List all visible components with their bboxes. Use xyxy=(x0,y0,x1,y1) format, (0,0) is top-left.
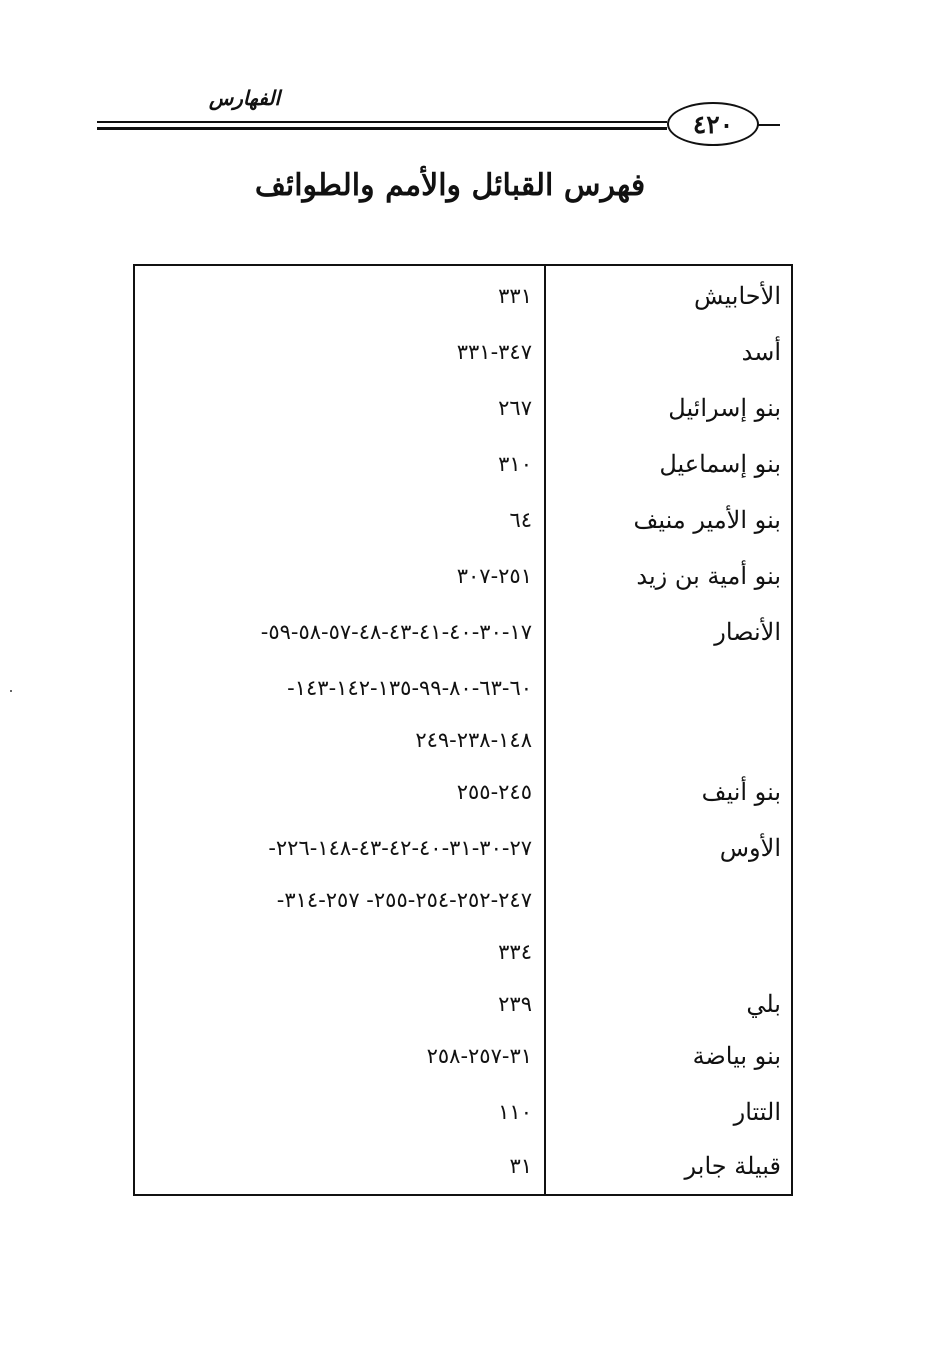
entry-pages: ٣٤٧-٣٣١ xyxy=(456,340,532,364)
entry-name: قبيلة جابر xyxy=(684,1152,781,1180)
entry-name: بنو إسرائيل xyxy=(668,394,781,422)
running-head: الفهارس xyxy=(208,86,280,110)
entry-name: بنو بياضة xyxy=(692,1042,781,1070)
entry-name: الأنصار xyxy=(714,618,781,646)
entry-name: أسد xyxy=(741,338,781,366)
table-row xyxy=(133,500,793,540)
entry-name: بنو إسماعيل xyxy=(659,450,781,478)
entry-pages: ٣٣٤ xyxy=(498,940,532,964)
entry-pages: ٣١ xyxy=(509,1154,532,1178)
entry-pages: ٢٦٧ xyxy=(498,396,532,420)
header-rule-top xyxy=(97,121,667,123)
page-title: فهرس القبائل والأمم والطوائف xyxy=(254,168,646,203)
entry-pages: ١١٠ xyxy=(498,1100,532,1124)
table-row xyxy=(133,668,793,708)
table-row xyxy=(133,388,793,428)
entry-pages: ٢٣٩ xyxy=(498,992,532,1016)
entry-pages: ١٤٨-٢٣٨-٢٤٩ xyxy=(415,728,532,752)
table-row xyxy=(133,828,793,868)
entry-pages: ٢٤٥-٢٥٥ xyxy=(456,780,532,804)
entry-name: بنو أنيف xyxy=(701,778,781,806)
page-number: ٤٢٠ xyxy=(667,102,759,146)
table-row xyxy=(133,932,793,972)
scan-speck xyxy=(10,690,12,692)
header-rule-bottom xyxy=(97,127,667,130)
table-row xyxy=(133,720,793,760)
entry-name: بلي xyxy=(746,990,781,1018)
entry-pages: ٣١٠ xyxy=(498,452,532,476)
table-row xyxy=(133,1036,793,1076)
entry-pages: ١٧-٣٠-٤٠-٤١-٤٣-٤٨-٥٧-٥٨-٥٩- xyxy=(260,620,532,644)
entry-pages: ٣١-٢٥٧-٢٥٨ xyxy=(426,1044,532,1068)
entry-pages: ٦٠-٦٣-٨٠-٩٩-١٣٥-١٤٢-١٤٣- xyxy=(287,676,532,700)
table-row xyxy=(133,880,793,920)
entry-name: بنو أمية بن زيد xyxy=(636,562,781,590)
entry-name: بنو الأمير منيف xyxy=(633,506,781,534)
table-row xyxy=(133,556,793,596)
entry-pages: ٣٣١ xyxy=(498,284,532,308)
table-row xyxy=(133,1092,793,1132)
entry-pages: ٢٥١-٣٠٧ xyxy=(456,564,532,588)
table-row xyxy=(133,772,793,812)
header-rule-right xyxy=(758,124,780,126)
table-row xyxy=(133,984,793,1024)
entry-name: الأوس xyxy=(719,834,781,862)
table-row xyxy=(133,444,793,484)
entry-name: التتار xyxy=(733,1098,781,1126)
table-row xyxy=(133,332,793,372)
table-row xyxy=(133,612,793,652)
entry-pages: ٢٧-٣٠-٣١-٤٠-٤٢-٤٣-١٤٨-٢٢٦- xyxy=(268,836,532,860)
table-row xyxy=(133,276,793,316)
table-row xyxy=(133,1146,793,1186)
entry-pages: ٦٤ xyxy=(509,508,532,532)
entry-pages: ٢٤٧-٢٥٢-٢٥٤-٢٥٥- ٢٥٧-٣١٤- xyxy=(276,888,532,912)
entry-name: الأحابيش xyxy=(693,282,781,310)
